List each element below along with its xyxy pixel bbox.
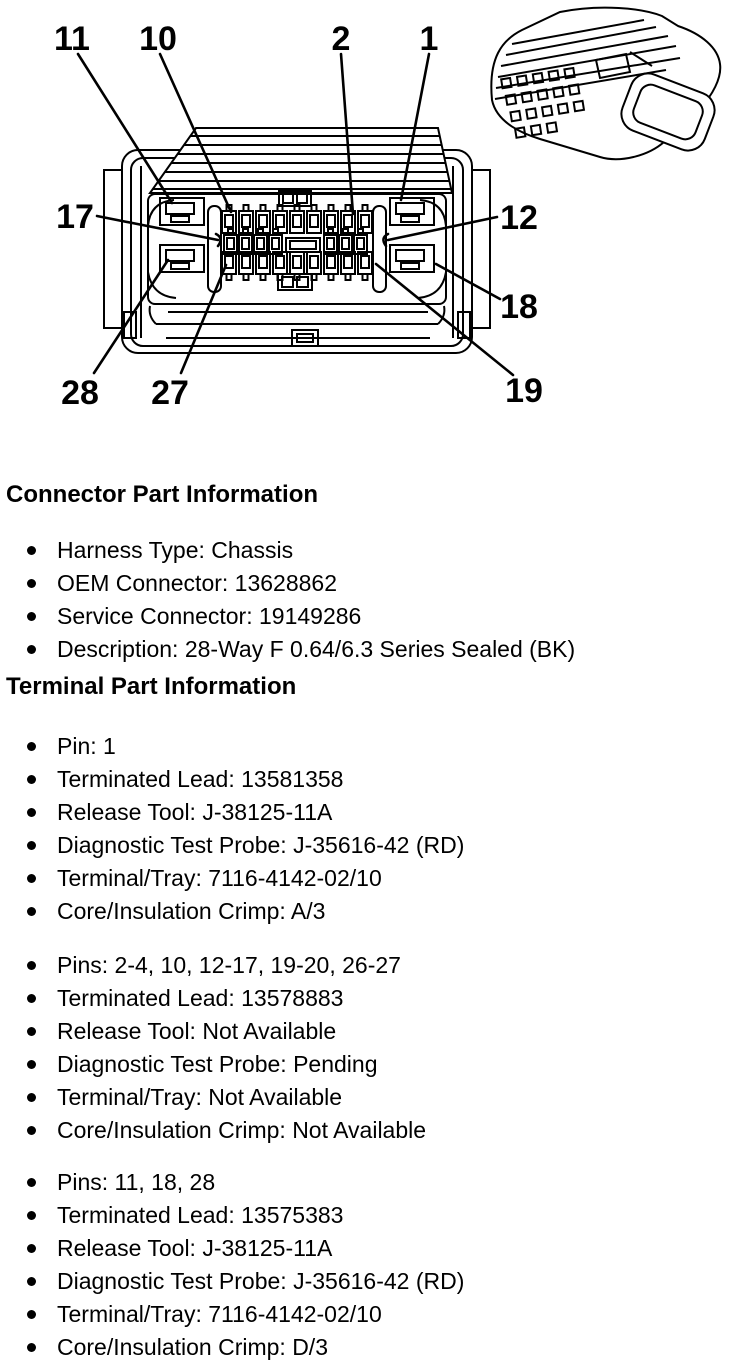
bullet-icon	[27, 645, 36, 654]
spec-value: Release Tool: J-38125-11A	[57, 799, 333, 825]
bullet-icon	[27, 1093, 36, 1102]
spec-value: Terminal/Tray: 7116-4142-02/10	[57, 1301, 382, 1327]
connector-part-information-list	[0, 534, 736, 666]
callout-label-11: 11	[54, 20, 90, 58]
bullet-icon	[27, 1178, 36, 1187]
spec-value: Core/Insulation Crimp: Not Available	[57, 1117, 427, 1143]
spec-value: Description: 28-Way F 0.64/6.3 Series Sealed (BK)	[57, 636, 576, 662]
callout-label-27: 27	[151, 374, 189, 412]
terminal-group-3	[0, 1166, 736, 1364]
list-item	[0, 600, 736, 633]
spec-value: Release Tool: Not Available	[57, 1018, 337, 1044]
terminal-part-information-heading: Terminal Part Information	[6, 673, 297, 700]
list-item	[0, 534, 736, 567]
list-item	[0, 1015, 736, 1048]
callout-label-12: 12	[500, 199, 538, 237]
spec-value: Terminated Lead: 13578883	[57, 985, 344, 1011]
list-item	[0, 1298, 736, 1331]
spec-value: Diagnostic Test Probe: J-35616-42 (RD)	[57, 832, 465, 858]
bullet-icon	[27, 961, 36, 970]
bullet-icon	[27, 612, 36, 621]
bullet-icon	[27, 808, 36, 817]
bullet-icon	[27, 907, 36, 916]
callout-label-10: 10	[139, 20, 177, 58]
terminal-group-2	[0, 949, 736, 1147]
list-item	[0, 796, 736, 829]
bullet-icon	[27, 994, 36, 1003]
spec-value: Service Connector: 19149286	[57, 603, 362, 629]
list-item	[0, 1166, 736, 1199]
callout-label-1: 1	[419, 20, 439, 58]
list-item	[0, 730, 736, 763]
spec-value: Terminal/Tray: 7116-4142-02/10	[57, 865, 382, 891]
pin-cavity-field	[222, 205, 372, 280]
bullet-icon	[27, 874, 36, 883]
bullet-icon	[27, 579, 36, 588]
list-item	[0, 1081, 736, 1114]
bullet-icon	[27, 841, 36, 850]
bullet-icon	[27, 775, 36, 784]
bullet-icon	[27, 1060, 36, 1069]
bullet-icon	[27, 1343, 36, 1352]
list-item	[0, 1048, 736, 1081]
spec-value: Diagnostic Test Probe: J-35616-42 (RD)	[57, 1268, 465, 1294]
spec-value: OEM Connector: 13628862	[57, 570, 338, 596]
terminal-group-1	[0, 730, 736, 928]
list-item	[0, 862, 736, 895]
list-item	[0, 982, 736, 1015]
spec-value: Terminated Lead: 13575383	[57, 1202, 344, 1228]
connector-front-view	[104, 128, 490, 353]
bullet-icon	[27, 1277, 36, 1286]
spec-value: Pins: 11, 18, 28	[57, 1169, 216, 1195]
bullet-icon	[27, 1027, 36, 1036]
callout-label-28: 28	[61, 374, 99, 412]
bullet-icon	[27, 1244, 36, 1253]
spec-value: Terminal/Tray: Not Available	[57, 1084, 343, 1110]
spec-value: Harness Type: Chassis	[57, 537, 294, 563]
list-item	[0, 829, 736, 862]
callout-label-19: 19	[505, 372, 543, 410]
connector-part-information-heading: Connector Part Information	[6, 481, 319, 508]
callout-label-18: 18	[500, 288, 538, 326]
bullet-icon	[27, 1126, 36, 1135]
list-item	[0, 1265, 736, 1298]
list-item	[0, 1199, 736, 1232]
callout-label-17: 17	[56, 198, 94, 236]
spec-value: Pins: 2-4, 10, 12-17, 19-20, 26-27	[57, 952, 401, 978]
bullet-icon	[27, 742, 36, 751]
list-item	[0, 633, 736, 666]
spec-value: Pin: 1	[57, 733, 116, 759]
list-item	[0, 567, 736, 600]
list-item	[0, 1114, 736, 1147]
bullet-icon	[27, 1211, 36, 1220]
connector-diagram	[0, 0, 736, 460]
spec-value: Diagnostic Test Probe: Pending	[57, 1051, 378, 1077]
bullet-icon	[27, 1310, 36, 1319]
list-item	[0, 1331, 736, 1364]
connector-isometric-view	[491, 8, 720, 160]
bullet-icon	[27, 546, 36, 555]
list-item	[0, 1232, 736, 1265]
list-item	[0, 895, 736, 928]
callout-label-2: 2	[331, 20, 351, 58]
spec-value: Core/Insulation Crimp: D/3	[57, 1334, 328, 1360]
list-item	[0, 763, 736, 796]
list-item	[0, 949, 736, 982]
spec-value: Terminated Lead: 13581358	[57, 766, 344, 792]
spec-value: Core/Insulation Crimp: A/3	[57, 898, 326, 924]
spec-value: Release Tool: J-38125-11A	[57, 1235, 333, 1261]
